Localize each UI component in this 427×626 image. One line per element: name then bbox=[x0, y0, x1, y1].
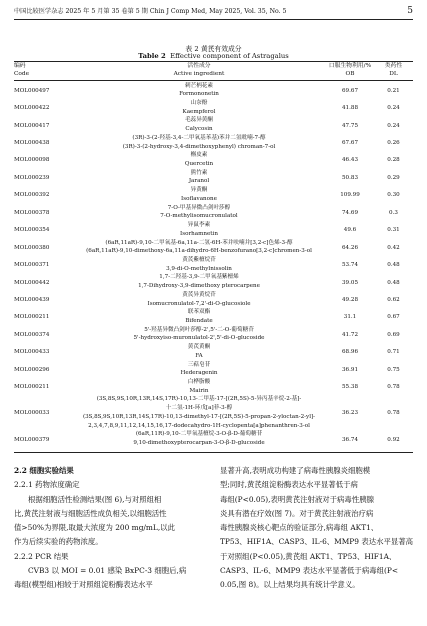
row-ingredient bbox=[72, 222, 326, 239]
col-header-ob-en: OB bbox=[345, 71, 355, 77]
body-line: 毒组(P<0.05),表明黄芪注射液对于病毒性胰腺 bbox=[220, 494, 374, 504]
ingredient-name-line: (3S,8S,9S,10R,13R,14S,17R)-10,13-二甲基-17-[(2R,5S)-5-异丙基辛烷-2-基]- bbox=[96, 396, 302, 403]
ingredient-name-line: 2,3,4,7,8,9,11,12,14,15,16,17-dodecahydro-1H-cyclopenta[a]phenanthren-3-ol bbox=[88, 422, 310, 429]
row-code: MOL000239 bbox=[14, 174, 50, 181]
table-row bbox=[14, 326, 413, 343]
body-line: 作为后续实验的药物浓度。 bbox=[14, 537, 103, 547]
ingredient-name-line: Hederagenin bbox=[180, 370, 218, 377]
row-dl: 0.48 bbox=[387, 279, 400, 286]
row-code: MOL000392 bbox=[14, 192, 50, 199]
ingredient-name-line: 十二氢-1H-环戊[a]菲-3-醇 bbox=[165, 405, 233, 412]
body-line: 于对照组(P<0.05),黄芪组 AKT1、TP53、HIF1A、 bbox=[220, 551, 397, 561]
journal-header: 中国比较医学杂志 2025 年 5 月第 35 卷第 5 期 Chin J Comp Med, May 2025, Vol. 35, No. 5 bbox=[14, 8, 287, 15]
table-row bbox=[14, 344, 413, 361]
section-heading: 2.2 细胞实验结果 bbox=[14, 466, 74, 475]
body-line: 比,黄芪注射液与细胞活性成负相关,以细胞活性 bbox=[14, 508, 167, 518]
col-header-ingredient bbox=[72, 62, 326, 78]
ingredient-name-line: 5'-hydroxyiso-muronulatol-2',5'-di-O-glucoside bbox=[133, 335, 265, 342]
row-ingredient bbox=[72, 169, 326, 186]
row-dl: 0.78 bbox=[387, 410, 400, 417]
body-line: TP53、HIF1A、CASP3、IL-6、MMP9 表达水平显著高 bbox=[220, 537, 414, 547]
row-ingredient bbox=[72, 204, 326, 221]
ingredient-name-line: 异黄酮 bbox=[190, 187, 208, 194]
ingredient-name-line: 黄芪异黄烷苷 bbox=[182, 291, 216, 298]
table-row bbox=[14, 239, 413, 256]
row-ob: 41.88 bbox=[341, 105, 358, 112]
ingredient-name-line: 异鼠李素 bbox=[187, 222, 211, 229]
row-ob: 53.74 bbox=[341, 262, 358, 269]
ingredient-name-line: 联苯双酯 bbox=[187, 309, 211, 316]
running-header bbox=[14, 5, 413, 18]
ingredient-name-line: Mairin bbox=[189, 387, 209, 394]
row-ob: 36.91 bbox=[341, 366, 358, 373]
ingredient-name-line: Quercetin bbox=[184, 161, 214, 168]
row-code: MOL000371 bbox=[14, 262, 50, 269]
row-ob: 39.05 bbox=[341, 279, 358, 286]
row-ingredient bbox=[72, 99, 326, 116]
row-code: MOL000211 bbox=[14, 384, 50, 391]
row-code: MOL000033 bbox=[14, 410, 50, 417]
row-dl: 0.21 bbox=[387, 87, 400, 94]
col-header-code-cn: 编码 bbox=[14, 63, 26, 69]
ingredient-name-line: Kaempferol bbox=[182, 108, 216, 115]
row-code: MOL000211 bbox=[14, 314, 50, 321]
page-number: 5 bbox=[407, 6, 413, 16]
body-text-right bbox=[220, 464, 413, 593]
row-code: MOL000422 bbox=[14, 105, 50, 112]
row-ob: 49.28 bbox=[341, 296, 358, 303]
row-code: MOL000374 bbox=[14, 331, 50, 338]
row-code: MOL000442 bbox=[14, 279, 50, 286]
ingredient-name-line: 1,7-Dihydroxy-3,9-dimethoxy pterocarpene bbox=[138, 283, 260, 290]
col-header-ob bbox=[322, 62, 378, 78]
table-row bbox=[14, 117, 413, 134]
row-dl: 0.71 bbox=[387, 349, 400, 356]
row-ob: 41.72 bbox=[341, 331, 358, 338]
col-header-ob-cn: 口服生物利用/% bbox=[328, 63, 372, 69]
row-ingredient bbox=[72, 82, 326, 99]
table-row bbox=[14, 309, 413, 326]
table-row bbox=[14, 152, 413, 169]
ingredient-name-line: 刺芒柄花素 bbox=[185, 82, 213, 89]
ingredient-name-line: (6aR,11R)-9,10-二甲氧基檀烷-3-O-β-D-葡萄糖苷 bbox=[135, 431, 263, 438]
ingredient-name-line: 三萜皂苷 bbox=[187, 361, 211, 368]
ingredient-name-line: 9,10-dimethoxypterocarpan-3-O-β-D-glucoside bbox=[133, 440, 265, 447]
col-header-dl-en: DL bbox=[389, 71, 398, 77]
row-ingredient bbox=[72, 291, 326, 308]
row-ingredient bbox=[72, 378, 326, 395]
row-ingredient bbox=[72, 344, 326, 361]
row-dl: 0.75 bbox=[387, 366, 400, 373]
ingredient-name-line: 5'-羟基异微凸剑叶莎醇-2',5'-二-O-葡萄糖苷 bbox=[144, 326, 254, 333]
ingredient-name-line: (3R)-3-(2-hydroxy-3,4-dimethoxyphenyl) chroman-7-ol bbox=[122, 143, 276, 150]
row-ob: 50.83 bbox=[341, 174, 358, 181]
row-ingredient bbox=[72, 152, 326, 169]
row-code: MOL000417 bbox=[14, 122, 50, 129]
table-row bbox=[14, 187, 413, 204]
row-ingredient bbox=[72, 431, 326, 448]
table-row bbox=[14, 204, 413, 221]
ingredient-name-line: FA bbox=[195, 352, 203, 359]
row-ob: 47.75 bbox=[341, 122, 358, 129]
row-dl: 0.78 bbox=[387, 384, 400, 391]
col-header-dl bbox=[374, 62, 413, 78]
row-ob: 49.6 bbox=[343, 227, 357, 234]
body-line: 值>50%为界限,取最大浓度为 200 mg/mL,以此 bbox=[14, 523, 175, 533]
ingredient-name-line: Isomucronulatol-7,2'-di-O-glucosiole bbox=[147, 300, 251, 307]
row-ob: 69.67 bbox=[341, 87, 358, 94]
row-dl: 0.29 bbox=[387, 174, 400, 181]
row-ob: 109.99 bbox=[340, 192, 360, 199]
body-text-left bbox=[14, 464, 210, 593]
row-ingredient bbox=[72, 326, 326, 343]
row-ob: 64.26 bbox=[341, 244, 358, 251]
ingredient-name-line: 熊竹素 bbox=[190, 169, 208, 176]
row-dl: 0.92 bbox=[387, 436, 400, 443]
ingredient-name-line: (6aR,11aR)-9,10-二甲氧基-6a,11a-二氢-6H-苯并呋喃并[3,2-c]色烯-3-醇 bbox=[105, 239, 293, 246]
ingredient-name-line: 山奈酚 bbox=[190, 100, 208, 106]
header-rule bbox=[14, 19, 413, 20]
row-dl: 0.24 bbox=[387, 105, 400, 112]
row-ob: 36.23 bbox=[341, 410, 358, 417]
table-row bbox=[14, 256, 413, 273]
row-dl: 0.24 bbox=[387, 122, 400, 129]
row-ingredient bbox=[72, 239, 326, 256]
ingredient-name-line: Calycosin bbox=[185, 126, 213, 133]
ingredient-name-line: (3S,8S,9S,10R,13R,14S,17R)-10,13-dimethyl-17-[(2R,5S)-5-propan-2-yloctan-2-yl]- bbox=[82, 413, 316, 420]
ingredient-name-line: 槲皮素 bbox=[190, 152, 208, 159]
ingredient-name-line: 黄芪紫檀烷苷 bbox=[182, 256, 216, 263]
row-ingredient bbox=[72, 117, 326, 134]
ingredient-name-line: Isoflavanone bbox=[181, 195, 217, 202]
table-row bbox=[14, 222, 413, 239]
col-header-ingredient-cn: 活性成分 bbox=[187, 63, 211, 69]
ingredient-name-line: 黄芪黄酮 bbox=[187, 344, 211, 351]
table-caption-en bbox=[0, 52, 427, 60]
ingredient-name-line: (3R)-3-(2-羟基-3,4-二甲氧基苯基)苯并二氢吡喃-7-醇 bbox=[132, 134, 266, 141]
ingredient-name-line: (6aR,11aR)-9,10-dimethoxy-6a,11a-dihydro-6H-benzofurano[3,2-c]chromen-3-ol bbox=[86, 248, 312, 255]
table-caption-number: Table 2 bbox=[138, 52, 166, 60]
row-ob: 46.43 bbox=[341, 157, 358, 164]
row-dl: 0.30 bbox=[387, 192, 400, 199]
row-dl: 0.31 bbox=[387, 227, 400, 234]
body-line: 2.2.2 PCR 结果 bbox=[14, 551, 69, 561]
row-code: MOL000497 bbox=[14, 87, 50, 94]
body-line: 毒性胰腺炎核心靶点的验证部分,病毒组 AKT1、 bbox=[220, 523, 379, 533]
table-row bbox=[14, 274, 413, 291]
row-code: MOL000433 bbox=[14, 349, 50, 356]
table-header-rule bbox=[14, 80, 413, 81]
row-dl: 0.3 bbox=[389, 209, 398, 216]
row-dl: 0.42 bbox=[387, 244, 400, 251]
table-row bbox=[14, 378, 413, 395]
col-header-code bbox=[14, 62, 29, 78]
table-bottom-rule bbox=[14, 452, 413, 453]
table-caption-title: Effective component of Astragalus bbox=[170, 52, 289, 60]
row-dl: 0.28 bbox=[387, 157, 400, 164]
ingredient-name-line: 7-O-methylisomucronulatol bbox=[160, 213, 238, 220]
row-dl: 0.69 bbox=[387, 331, 400, 338]
body-line: 炎具有潜在疗效(图 7)。对于黄芪注射液治疗病 bbox=[220, 508, 374, 518]
row-ingredient bbox=[72, 361, 326, 378]
body-line: 型;同时,黄芪组淀粉酶表达水平显著低于病 bbox=[220, 480, 358, 490]
col-header-ingredient-en: Active ingredient bbox=[173, 71, 225, 77]
col-header-code-en: Code bbox=[14, 71, 30, 77]
table-row bbox=[14, 82, 413, 99]
row-code: MOL000354 bbox=[14, 227, 50, 234]
row-dl: 0.67 bbox=[387, 314, 400, 321]
row-ob: 31.1 bbox=[343, 314, 357, 321]
row-dl: 0.48 bbox=[387, 262, 400, 269]
row-ingredient bbox=[72, 187, 326, 204]
row-dl: 0.26 bbox=[387, 140, 400, 147]
row-dl: 0.62 bbox=[387, 296, 400, 303]
table-row bbox=[14, 169, 413, 186]
row-ob: 36.74 bbox=[341, 436, 358, 443]
row-code: MOL000098 bbox=[14, 157, 50, 164]
row-code: MOL000378 bbox=[14, 209, 50, 216]
table-caption-cn: 表 2 黄芪有效成分 bbox=[185, 45, 242, 53]
body-line: CVB3 以 MOI = 0.01 感染 BxPC-3 细胞后,病 bbox=[28, 566, 187, 576]
table-row bbox=[14, 291, 413, 308]
row-ingredient bbox=[72, 274, 326, 291]
row-ingredient bbox=[72, 134, 326, 151]
row-ingredient bbox=[72, 256, 326, 273]
row-ob: 68.96 bbox=[341, 349, 358, 356]
ingredient-name-line: 毛蕊异黄酮 bbox=[185, 117, 213, 124]
row-code: MOL000380 bbox=[14, 244, 50, 251]
table-row bbox=[14, 396, 413, 431]
table-row bbox=[14, 361, 413, 378]
row-ob: 74.69 bbox=[341, 209, 358, 216]
row-code: MOL000379 bbox=[14, 436, 50, 443]
ingredient-name-line: Jaranol bbox=[188, 178, 210, 185]
row-code: MOL000438 bbox=[14, 140, 50, 147]
ingredient-name-line: 7-O-甲基异微凸剑叶莎醇 bbox=[167, 204, 231, 211]
ingredient-name-line: 白桦脂酸 bbox=[187, 379, 211, 386]
table-row bbox=[14, 431, 413, 448]
row-ingredient bbox=[72, 396, 326, 431]
ingredient-name-line: Bifendate bbox=[185, 318, 213, 324]
row-code: MOL000439 bbox=[14, 296, 50, 303]
col-header-dl-cn: 类药性 bbox=[384, 63, 403, 69]
row-code: MOL000296 bbox=[14, 366, 50, 373]
body-line: 0.05,图 8)。以上结果均具有统计学意义。 bbox=[220, 580, 360, 590]
ingredient-name-line: 1,7-二羟基-3,9-二甲氧基紫檀烯 bbox=[159, 274, 239, 281]
body-line: 显著升高,表明成功构建了病毒性胰腺炎细胞模 bbox=[220, 466, 371, 475]
body-line: CASP3、IL-6、MMP9 表达水平显著低于病毒组(P< bbox=[220, 566, 399, 576]
row-ob: 67.67 bbox=[341, 140, 358, 147]
table-row bbox=[14, 134, 413, 151]
ingredient-name-line: Isorhamnetin bbox=[180, 230, 218, 237]
body-line: 根据细胞活性检测结果(图 6),与对照组相 bbox=[28, 494, 162, 504]
ingredient-name-line: Formononetin bbox=[179, 91, 219, 98]
body-line: 毒组(模型组)相较于对照组淀粉酶表达水平 bbox=[14, 580, 153, 590]
row-ob: 55.38 bbox=[341, 384, 358, 391]
table-row bbox=[14, 99, 413, 116]
row-ingredient bbox=[72, 309, 326, 326]
body-line: 2.2.1 药物浓度确定 bbox=[14, 480, 80, 490]
ingredient-name-line: 3,9-di-O-methylnissolin bbox=[166, 265, 232, 272]
